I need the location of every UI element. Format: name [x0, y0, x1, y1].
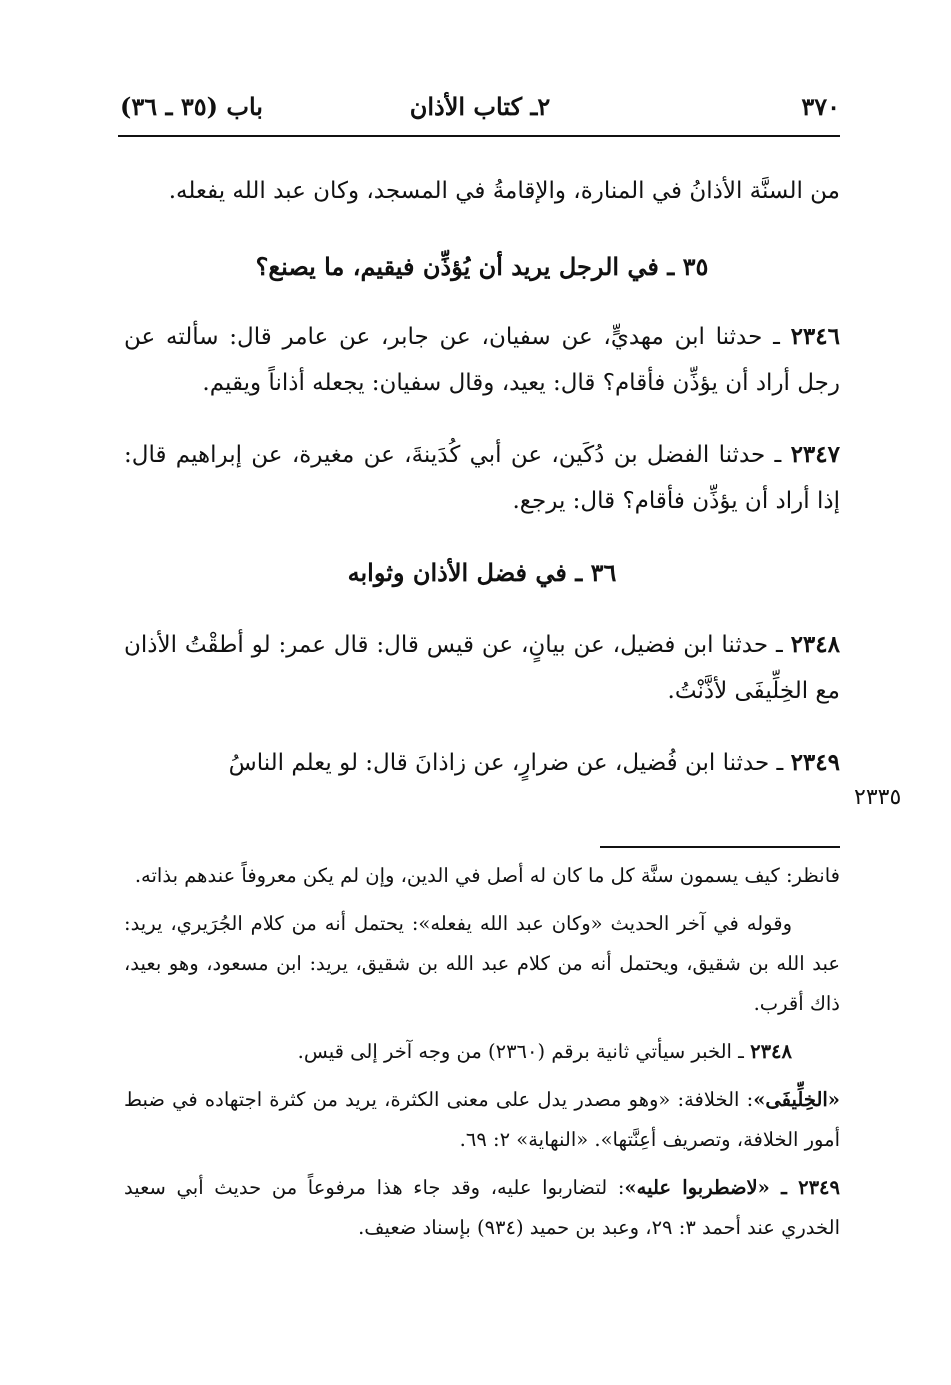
footnote-text: : لتضاربوا عليه، وقد جاء هذا مرفوعاً من حديث أبي سعيد الخدري عند أحمد ٣: ٢٩، وعبد بن حميد (٩٣٤) بإسناد ضعيف. [124, 1176, 840, 1239]
footnote-3 [124, 1032, 840, 1072]
header-divider [118, 135, 840, 137]
intro-paragraph: من السنَّة الأذانُ في المنارة، والإقامةُ في المسجد، وكان عبد الله يفعله. [168, 178, 840, 204]
footnote-5 [124, 1168, 840, 1248]
footnote-term: ـ «لاضطربوا عليه» [624, 1176, 799, 1199]
footnote-term: «الخِلِّيفَى» [753, 1088, 840, 1111]
chapter-heading-35: ٣٥ ـ في الرجل يريد أن يُؤذِّن فيقيم، ما يصنع؟ [255, 252, 709, 281]
hadith-number: ٢٣٤٦ [790, 323, 840, 350]
footnote-number: ٢٣٤٨ [750, 1040, 792, 1063]
hadith-text: ـ حدثنا ابن مهديٍّ، عن سفيان، عن جابر، عن عامر قال: سألته عن رجل أراد أن يؤذِّن فأقام؟ قال: يعيد، وقال سفيان: يجعله أذاناً ويقيم. [124, 324, 840, 396]
hadith-2346 [124, 314, 840, 406]
footnote-2: وقوله في آخر الحديث «وكان عبد الله يفعله»: يحتمل أنه من كلام الجُرَيري، يريد: عبد الله بن شقيق، ويحتمل أنه من كلام عبد الله بن شقيق، يريد: ابن مسعود، وهو بعيد، ذاك أقرب. [124, 912, 840, 1015]
footnote-text: ـ الخبر سيأتي ثانية برقم (٢٣٦٠) من وجه آخر إلى قيس. [297, 1040, 751, 1063]
hadith-number: ٢٣٤٧ [790, 441, 840, 468]
hadith-text: ـ حدثنا ابن فضيل، عن بيانٍ، عن قيس قال: قال عمر: لو أطقْتُ الأذان مع الخِلِّيفَى لأذَّنْتُ. [124, 632, 840, 704]
hadith-number: ٢٣٤٨ [790, 631, 840, 658]
book-title: ٢ـ كتاب الأذان [409, 92, 551, 121]
hadith-2347 [124, 432, 840, 524]
footnote-4 [124, 1080, 840, 1160]
hadith-number: ٢٣٤٩ [790, 749, 840, 776]
running-header [120, 88, 840, 128]
footnote-divider [600, 846, 840, 848]
footnotes [124, 856, 840, 1256]
main-text [124, 168, 840, 786]
hadith-text: ـ حدثنا ابن فُضيل، عن ضرارٍ، عن زاذانَ قال: لو يعلم الناسُ [228, 750, 791, 776]
chapter-heading-36: ٣٦ ـ في فضل الأذان وثوابه [347, 558, 617, 587]
margin-reference-number: ٢٣٣٥ [854, 785, 902, 810]
hadith-text: ـ حدثنا الفضل بن دُكَين، عن أبي كُدَينةَ، عن مغيرة، عن إبراهيم قال: إذا أراد أن يؤذِّن فأقام؟ قال: يرجع. [124, 442, 840, 514]
footnote-number: ٢٣٤٩ [798, 1176, 840, 1199]
hadith-2349 [124, 740, 840, 786]
chapter-range: باب (٣٥ ـ ٣٦) [120, 92, 263, 121]
page-number: ٣٧٠ [801, 92, 840, 121]
footnote-text: : الخلافة: «وهو مصدر يدل على معنى الكثرة، يريد من كثرة اجتهاده في ضبط أمور الخلافة، وتصريف أعِنَّتها». «النهاية» ٢: ٦٩. [124, 1088, 840, 1151]
hadith-2348 [124, 622, 840, 714]
footnote-1: فانظر: كيف يسمون سنَّة كل ما كان له أصل في الدين، وإن لم يكن معروفاً عندهم بذاته. [134, 864, 840, 887]
